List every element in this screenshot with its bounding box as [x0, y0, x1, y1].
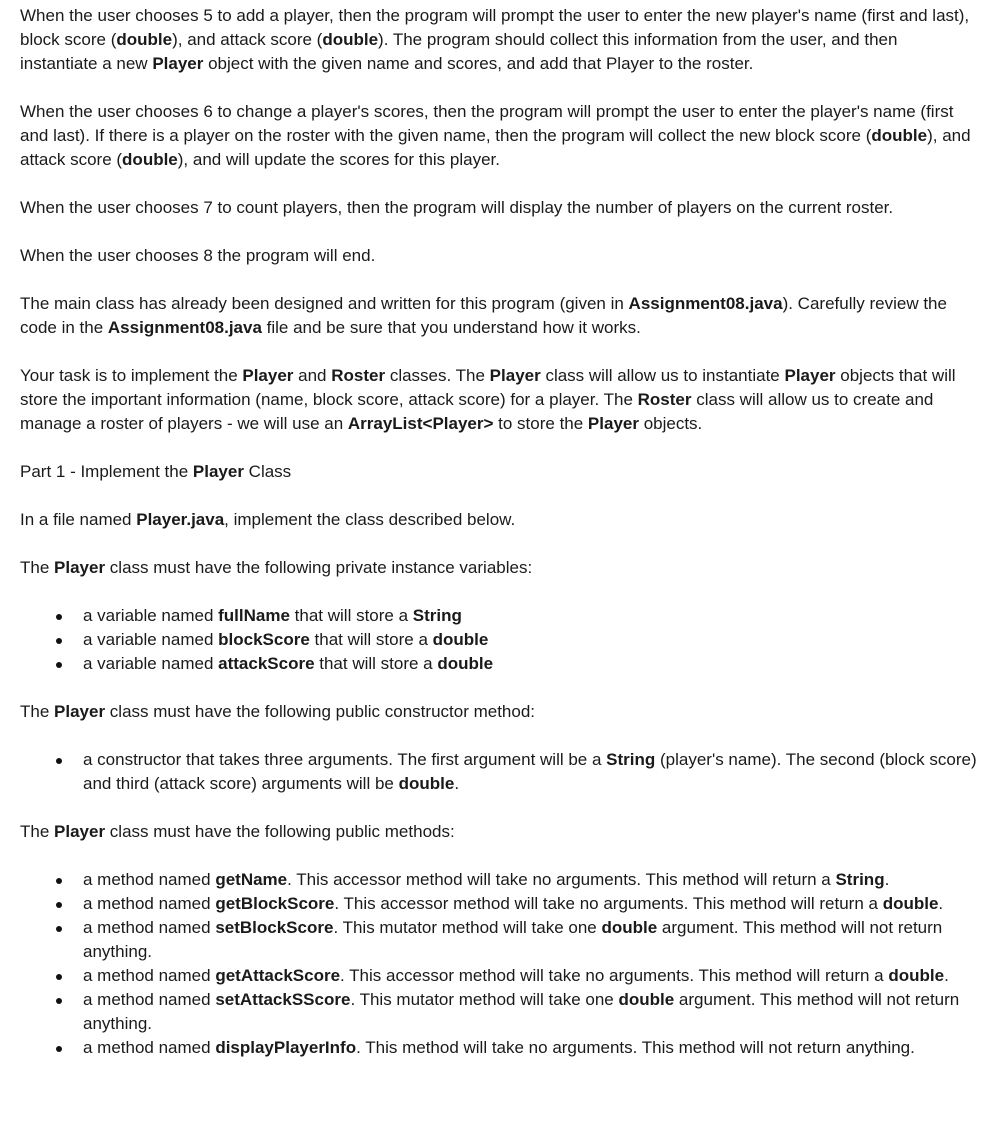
bold-term: double — [882, 894, 939, 913]
list-item — [20, 748, 978, 796]
list-item — [20, 964, 978, 988]
text-run: a constructor that takes three arguments. The first argument will be a — [83, 750, 607, 769]
text-run: ), and attack score ( — [172, 30, 323, 49]
paragraph-change-scores — [20, 100, 978, 172]
paragraph-end-program — [20, 244, 978, 268]
text-run: objects. — [638, 414, 703, 433]
bold-term: fullName — [218, 606, 290, 625]
text-run: and — [293, 366, 332, 385]
bold-term: double — [888, 966, 945, 985]
bold-term: Player — [54, 558, 106, 577]
document-body — [20, 4, 978, 1060]
bold-term: Player — [152, 54, 204, 73]
text-run: class must have the following public methods: — [105, 822, 455, 841]
text-run: a method named — [83, 870, 216, 889]
bold-term: blockScore — [218, 630, 310, 649]
text-run: class must have the following public constructor method: — [105, 702, 536, 721]
text-run: a variable named — [83, 630, 219, 649]
text-run: . — [884, 870, 890, 889]
text-run: In a file named — [20, 510, 137, 529]
bold-term: ArrayList<Player> — [347, 414, 494, 433]
text-run: . This mutator method will take one — [350, 990, 619, 1009]
text-run: ). The program should collect this information from the user, and then instantiate a new — [20, 30, 898, 73]
paragraph-player-file — [20, 508, 978, 532]
text-run: a method named — [83, 918, 216, 937]
text-run: . This accessor method will take no arguments. This method will return a — [334, 894, 883, 913]
text-run: Part 1 - Implement the — [20, 462, 193, 481]
text-run: class will allow us to create and manage a roster of players - we will use an — [20, 390, 934, 433]
bold-term: Roster — [637, 390, 692, 409]
text-run: (player's name). The second (block score) and third (attack score) arguments will be — [83, 750, 977, 793]
bold-term: Assignment08.java — [628, 294, 783, 313]
list-item — [20, 988, 978, 1036]
text-run: objects that will store the important information (name, block score, attack score) for a player. The — [20, 366, 956, 409]
bold-term: String — [606, 750, 656, 769]
list-instance-variables — [20, 604, 978, 676]
text-run: . This mutator method will take one — [333, 918, 602, 937]
bold-term: double — [432, 630, 489, 649]
list-methods — [20, 868, 978, 1060]
bold-term: Player.java — [136, 510, 225, 529]
bold-term: setAttackSScore — [215, 990, 351, 1009]
text-run: argument. This method will not return anything. — [83, 918, 943, 961]
paragraph-add-player — [20, 4, 978, 76]
bold-term: Player — [489, 366, 541, 385]
list-item — [20, 868, 978, 892]
bold-term: attackScore — [218, 654, 315, 673]
text-run: a method named — [83, 1038, 216, 1057]
text-run: class must have the following private instance variables: — [105, 558, 533, 577]
text-run: that will store a — [309, 630, 433, 649]
bold-term: double — [871, 126, 928, 145]
list-item — [20, 652, 978, 676]
bold-term: Player — [242, 366, 294, 385]
text-run: file and be sure that you understand how it works. — [261, 318, 641, 337]
paragraph-your-task — [20, 364, 978, 436]
list-item — [20, 916, 978, 964]
list-item — [20, 604, 978, 628]
text-run: . This accessor method will take no arguments. This method will return a — [287, 870, 836, 889]
text-run: ), and attack score ( — [20, 126, 971, 169]
bold-term: Player — [54, 702, 106, 721]
text-run: , implement the class described below. — [224, 510, 516, 529]
bold-term: displayPlayerInfo — [215, 1038, 357, 1057]
text-run: a method named — [83, 990, 216, 1009]
text-run: When the user chooses 5 to add a player, then the program will prompt the user to enter the new player's name (first and last), block score ( — [20, 6, 970, 49]
heading-part-1 — [20, 460, 978, 484]
text-run: . — [938, 894, 944, 913]
bold-term: Player — [192, 462, 244, 481]
bold-term: double — [398, 774, 455, 793]
text-run: . This accessor method will take no arguments. This method will return a — [340, 966, 889, 985]
text-run: ). Carefully review the code in the — [20, 294, 947, 337]
bold-term: double — [122, 150, 178, 169]
text-run: to store the — [493, 414, 588, 433]
text-run: . — [944, 966, 949, 985]
bold-term: double — [601, 918, 658, 937]
list-constructor — [20, 748, 978, 796]
bold-term: Player — [54, 822, 106, 841]
paragraph-methods-intro — [20, 820, 978, 844]
text-run: The main class has already been designed and written for this program (given in — [20, 294, 629, 313]
bold-term: double — [322, 30, 379, 49]
bold-term: getBlockScore — [215, 894, 335, 913]
text-run: Class — [243, 462, 292, 481]
text-run: that will store a — [289, 606, 413, 625]
text-run: classes. The — [385, 366, 490, 385]
text-run: When the user chooses 8 the program will end. — [20, 246, 376, 265]
text-run: object with the given name and scores, and add that Player to the roster. — [203, 54, 754, 73]
bold-term: getName — [215, 870, 288, 889]
text-run: a method named — [83, 966, 216, 985]
bold-term: Roster — [331, 366, 386, 385]
bold-term: String — [412, 606, 462, 625]
paragraph-constructor-intro — [20, 700, 978, 724]
paragraph-main-class — [20, 292, 978, 340]
bold-term: Assignment08.java — [107, 318, 262, 337]
text-run: . — [454, 774, 460, 793]
text-run: argument. This method will not return anything. — [83, 990, 960, 1033]
text-run: When the user chooses 7 to count players, then the program will display the number of players on the current roster. — [20, 198, 894, 217]
bold-term: getAttackScore — [215, 966, 341, 985]
text-run: The — [20, 702, 55, 721]
text-run: Your task is to implement the — [20, 366, 243, 385]
text-run: ), and will update the scores for this player. — [177, 150, 500, 169]
list-item — [20, 892, 978, 916]
text-run: . This method will take no arguments. This method will not return anything. — [356, 1038, 915, 1057]
paragraph-instance-variables-intro — [20, 556, 978, 580]
bold-term: setBlockScore — [215, 918, 334, 937]
text-run: The — [20, 822, 55, 841]
bold-term: double — [618, 990, 675, 1009]
paragraph-count-players — [20, 196, 978, 220]
text-run: When the user chooses 6 to change a player's scores, then the program will prompt the user to enter the player's name (first and last). If there is a player on the roster with the given name, then the program will collect the new block score ( — [20, 102, 954, 145]
list-item — [20, 1036, 978, 1060]
list-item — [20, 628, 978, 652]
bold-term: double — [437, 654, 494, 673]
bold-term: double — [116, 30, 173, 49]
bold-term: Player — [587, 414, 639, 433]
bold-term: String — [835, 870, 885, 889]
text-run: The — [20, 558, 55, 577]
text-run: a method named — [83, 894, 216, 913]
text-run: a variable named — [83, 606, 219, 625]
bold-term: Player — [784, 366, 836, 385]
text-run: class will allow us to instantiate — [540, 366, 785, 385]
text-run: that will store a — [314, 654, 438, 673]
text-run: a variable named — [83, 654, 219, 673]
